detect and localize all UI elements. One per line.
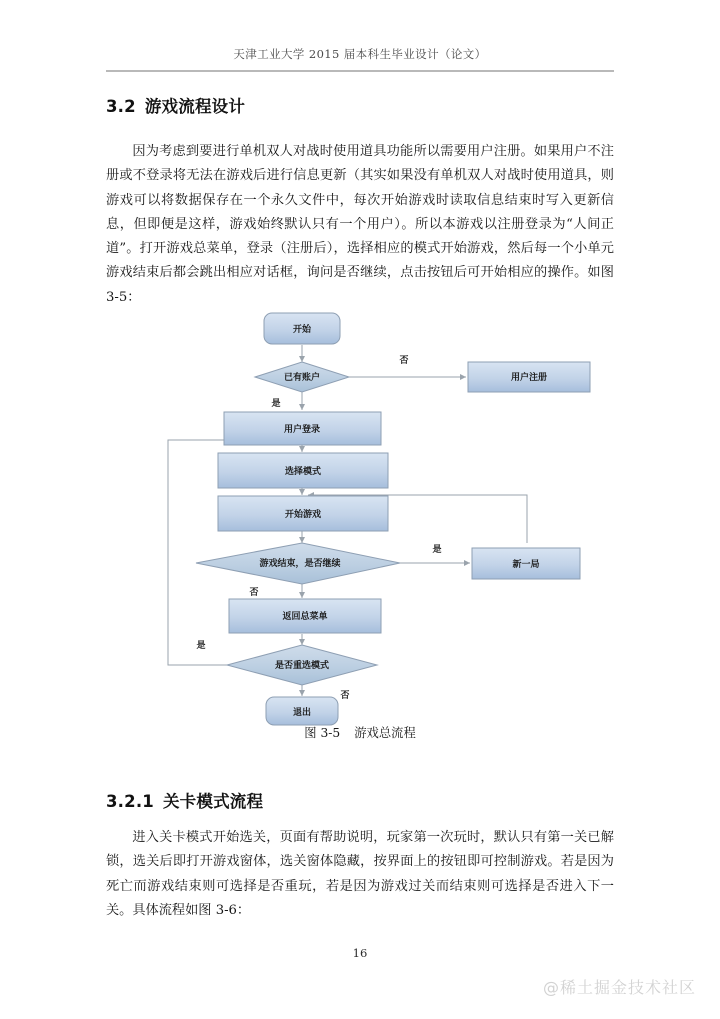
flow-node-back-to-menu-label: 返回总菜单 xyxy=(282,612,328,622)
flow-node-select-mode xyxy=(218,453,388,488)
section-heading-3-2 xyxy=(106,93,245,117)
edge-label-has-account-yes: 是 xyxy=(271,399,281,409)
figure-caption xyxy=(106,723,614,741)
figure-3-5-flowchart xyxy=(0,305,720,745)
flow-node-register-label: 用户注册 xyxy=(510,373,548,383)
section-title-3-2-1: 关卡模式流程 xyxy=(162,792,264,811)
flow-node-select-mode-label: 选择模式 xyxy=(284,467,322,477)
section-number-3-2: 3.2 xyxy=(106,97,136,116)
flow-node-exit xyxy=(266,697,338,725)
section-number-3-2-1: 3.2.1 xyxy=(106,792,154,811)
figure-caption-label: 图 3-5 xyxy=(304,726,341,740)
flow-node-game-over-decision xyxy=(196,543,400,584)
header-divider xyxy=(106,70,614,72)
flow-node-start-label: 开始 xyxy=(292,325,312,335)
flow-node-new-round xyxy=(472,548,580,579)
edge-label-continue-no: 否 xyxy=(249,588,259,598)
edge-label-reselect-yes: 是 xyxy=(196,641,206,651)
flow-node-login xyxy=(224,412,381,445)
flow-node-has-account-label: 已有账户 xyxy=(283,373,321,383)
page-number: 16 xyxy=(352,946,368,960)
flow-node-has-account xyxy=(255,362,349,392)
paragraph-game-flow-intro: 因为考虑到要进行单机双人对战时使用道具功能所以需要用户注册。如果用户不注册或不登录将无法在游戏后进行信息更新（其实如果没有单机双人对战时使用道具，则游戏可以将数据保存在一个永久文件中，每次开始游戏时读取信息结束时写入更新信息，但即便是这样，游戏始终默认只有一个用户）。所以本游戏以注册登录为“人间正道”。打开游戏总菜单，登录（注册后），选择相应的模式开始游戏，然后每一个小单元游戏结束后都会跳出相应对话框，询问是否继续，点击按钮后可开始相应的操作。如图 3-5： xyxy=(106,144,614,305)
flow-node-start-game-label: 开始游戏 xyxy=(284,510,322,520)
figure-caption-title: 游戏总流程 xyxy=(354,726,416,740)
edge-label-reselect-no: 否 xyxy=(340,691,350,701)
edge-label-has-account-no: 否 xyxy=(399,356,409,366)
flow-node-exit-label: 退出 xyxy=(292,708,312,718)
flow-node-reselect-mode xyxy=(227,645,377,685)
section-title-3-2: 游戏流程设计 xyxy=(144,97,246,116)
flow-node-start-game xyxy=(218,496,388,531)
edge-label-continue-yes: 是 xyxy=(432,545,442,555)
flow-node-register xyxy=(468,362,590,392)
flow-node-game-over-label: 游戏结束，是否继续 xyxy=(259,559,341,569)
flow-node-login-label: 用户登录 xyxy=(283,425,321,435)
flow-node-start xyxy=(264,313,340,344)
running-header: 天津工业大学 2015 届本科生毕业设计（论文） xyxy=(233,47,487,61)
flow-node-new-round-label: 新一局 xyxy=(512,560,540,570)
flow-node-reselect-mode-label: 是否重选模式 xyxy=(274,661,330,671)
section-heading-3-2-1 xyxy=(106,788,263,812)
flow-node-back-to-menu xyxy=(229,599,381,633)
paragraph-level-mode-flow: 进入关卡模式开始选关，页面有帮助说明，玩家第一次玩时，默认只有第一关已解锁，选关后即打开游戏窗体，选关窗体隐藏，按界面上的按钮即可控制游戏。若是因为死亡而游戏结束则可选择是否重玩，若是因为游戏过关而结束则可选择是否进入下一关。具体流程如图 3-6： xyxy=(106,830,614,918)
watermark: @稀土掘金技术社区 xyxy=(542,978,696,997)
